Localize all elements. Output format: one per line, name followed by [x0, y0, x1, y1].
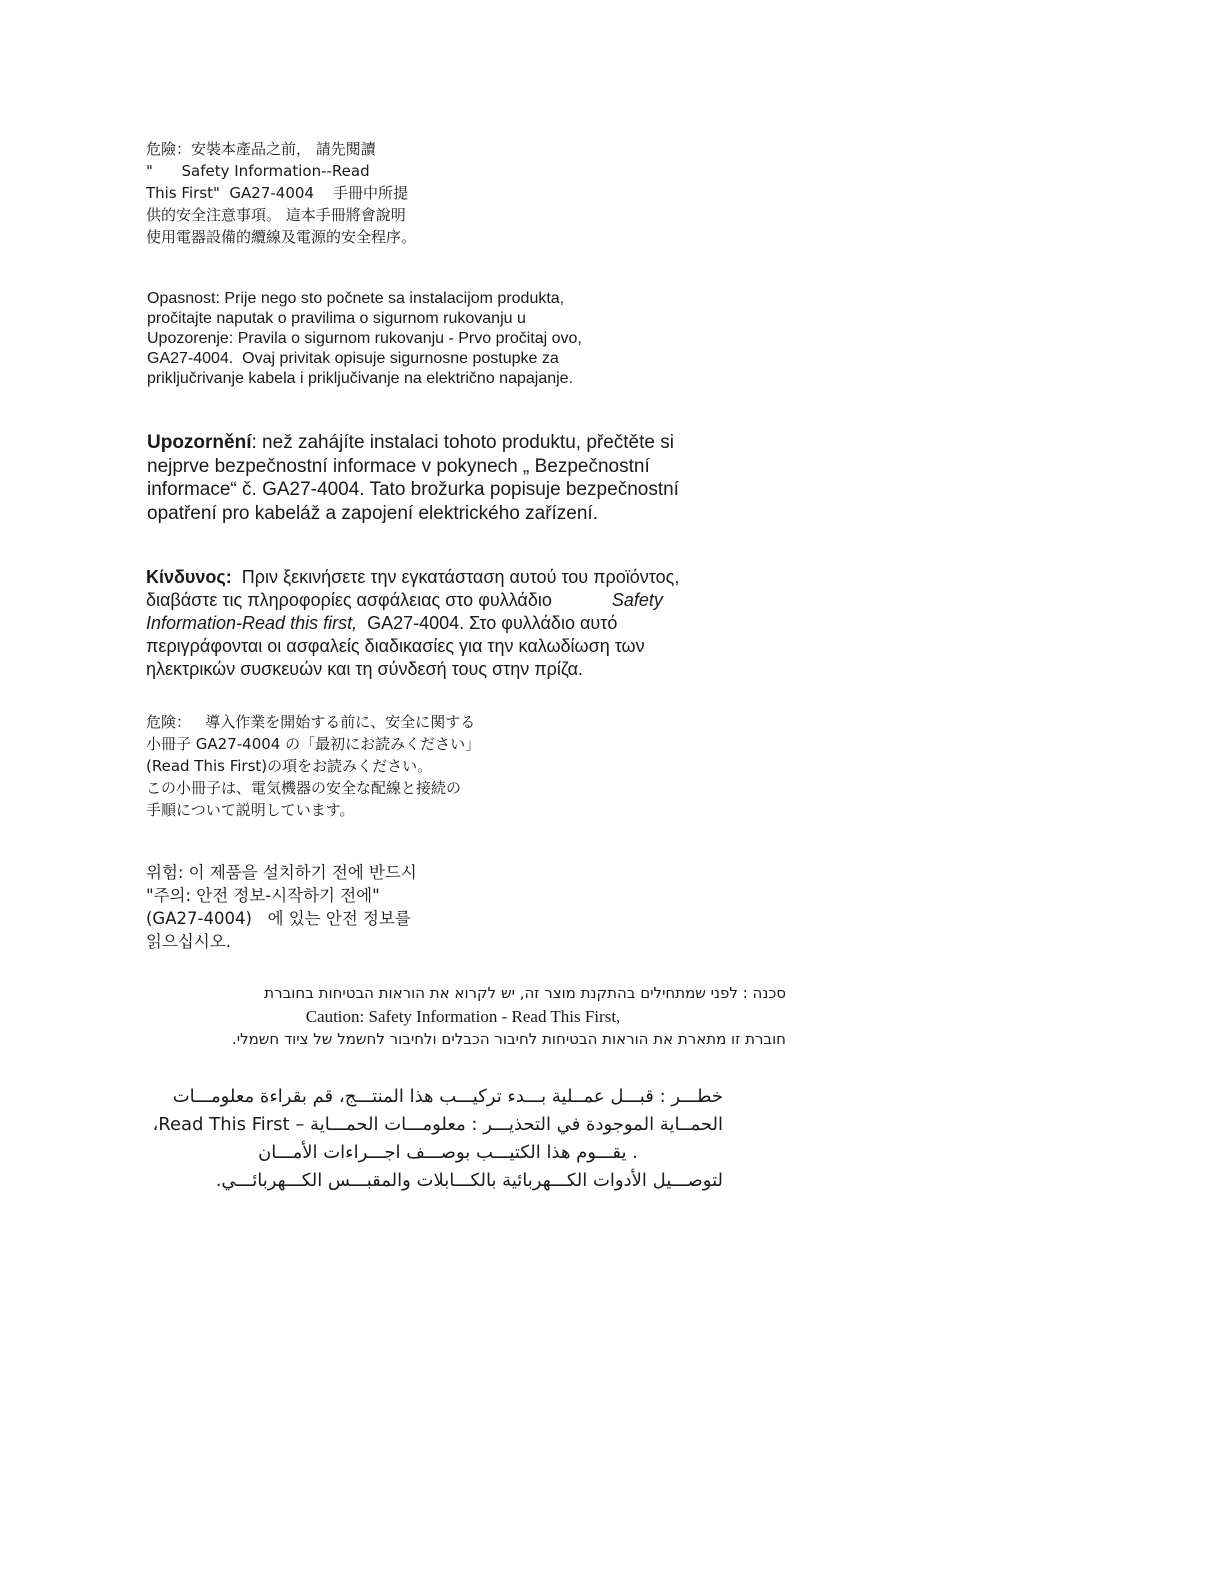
- greek-line-1-text: Πριν ξεκινήσετε την εγκατάσταση αυτού του προϊόντος,: [231, 567, 680, 587]
- greek-line-1: [146, 566, 679, 589]
- japanese-line-5: 手順について説明しています。: [146, 801, 355, 819]
- czech-heading: Upozornění: [147, 432, 252, 453]
- japanese-line-2: 小冊子 GA27-4004 の「最初にお読みください」: [146, 735, 481, 753]
- hebrew-line-1: סכנה : לפני שמתחילים בהתקנת מוצר זה, יש לקרוא את הוראות הבטיחות בחוברת: [264, 984, 786, 1002]
- hebrew-line-3: חוברת זו מתארת את הוראות הבטיחות לחיבור הכבלים ולחיבור לחשמל של ציוד חשמלי.: [231, 1030, 786, 1048]
- greek-line-3-italic: Information-Read this first,: [146, 613, 358, 633]
- greek-line-3-text: GA27-4004. Στο φυλλάδιο αυτό: [357, 613, 618, 633]
- korean-line-4: 읽으십시오.: [146, 932, 231, 951]
- japanese-line-3: (Read This First)の項をお読みください。: [146, 757, 433, 775]
- croatian-line-1: Opasnost: Prije nego sto počnete sa instalacijom produkta,: [147, 290, 565, 307]
- notice-czech: [147, 431, 679, 525]
- arabic-line-3: . يقـــوم هذا الكتيـــب بوصـــف اجـــراءات الأمـــان: [258, 1142, 638, 1163]
- greek-line-4: περιγράφονται οι ασφαλείς διαδικασίες για την καλωδίωση των: [146, 636, 645, 656]
- greek-line-2: [146, 589, 679, 612]
- croatian-line-5: priključrivanje kabela i priključivanje na električno napajanje.: [147, 370, 574, 387]
- czech-line-3: informace“ č. GA27-4004. Tato brožurka popisuje bezpečnostní: [147, 479, 679, 500]
- greek-line-3: [146, 612, 679, 635]
- japanese-line-1: 危険： 導入作業を開始する前に、安全に関する: [146, 713, 476, 731]
- arabic-line-1: خطـــر : قبـــل عمــلية بـــدء تركيـــب هذا المنتـــج، قم بقراءة معلومـــات: [172, 1086, 723, 1107]
- chinese-line-3: This First" GA27-4004 手冊中所提: [146, 184, 409, 202]
- greek-heading: Κίνδυνος:: [146, 567, 232, 587]
- chinese-line-5: 使用電器設備的纜線及電源的安全程序。: [146, 228, 417, 246]
- croatian-line-2: pročitajte naputak o pravilima o sigurnom rukovanju u: [147, 310, 526, 327]
- croatian-line-3: Upozorenje: Pravila o sigurnom rukovanju - Prvo pročitaj ovo,: [147, 330, 582, 347]
- greek-line-2-italic: Safety: [611, 590, 663, 610]
- czech-line-2: nejprve bezpečnostní informace v pokynech „ Bezpečnostní: [147, 455, 650, 477]
- japanese-line-4: この小冊子は、電気機器の安全な配線と接続の: [146, 779, 462, 797]
- notice-greek: [146, 566, 679, 681]
- hebrew-line-2: Caution: Safety Information - Read This First,: [305, 1007, 621, 1026]
- chinese-line-2: " Safety Information--Read: [146, 162, 370, 180]
- notice-korean: [146, 861, 417, 953]
- notice-chinese: [146, 138, 416, 248]
- arabic-line-4: لتوصـــيل الأدوات الكـــهربائية بالكـــابلات والمقبـــس الكـــهربائـــي.: [215, 1170, 723, 1191]
- croatian-line-4: GA27-4004. Ovaj privitak opisuje sigurnosne postupke za: [147, 350, 559, 367]
- greek-line-5: ηλεκτρικών συσκευών και τη σύνδεσή τους στην πρίζα.: [146, 659, 584, 679]
- korean-line-1: 위험: 이 제품을 설치하기 전에 반드시: [146, 863, 417, 882]
- notice-arabic: [140, 1083, 723, 1195]
- chinese-line-1: 危險：安裝本產品之前， 請先閱讀: [146, 140, 376, 158]
- czech-line-1-text: : než zahájíte instalaci tohoto produktu, přečtěte si: [251, 432, 674, 453]
- chinese-line-4: 供的安全注意事項。 這本手冊將會說明: [146, 206, 406, 224]
- notice-hebrew: [140, 982, 786, 1051]
- czech-line-4: opatření pro kabeláž a zapojení elektrického zařízení.: [147, 502, 598, 524]
- greek-line-2-text: διαβάστε τις πληροφορίες ασφάλειας στο φυλλάδιο: [146, 590, 552, 610]
- korean-line-2: "주의: 안전 정보-시작하기 전에": [146, 886, 380, 905]
- notice-croatian: [147, 289, 582, 389]
- arabic-line-2: الحمــاية الموجودة في التحذيـــر : معلومـــات الحمـــاية – Read This First،: [152, 1114, 723, 1135]
- notice-japanese: [146, 711, 480, 821]
- korean-line-3: (GA27-4004) 에 있는 안전 정보를: [146, 909, 411, 928]
- czech-line-1: [147, 431, 679, 455]
